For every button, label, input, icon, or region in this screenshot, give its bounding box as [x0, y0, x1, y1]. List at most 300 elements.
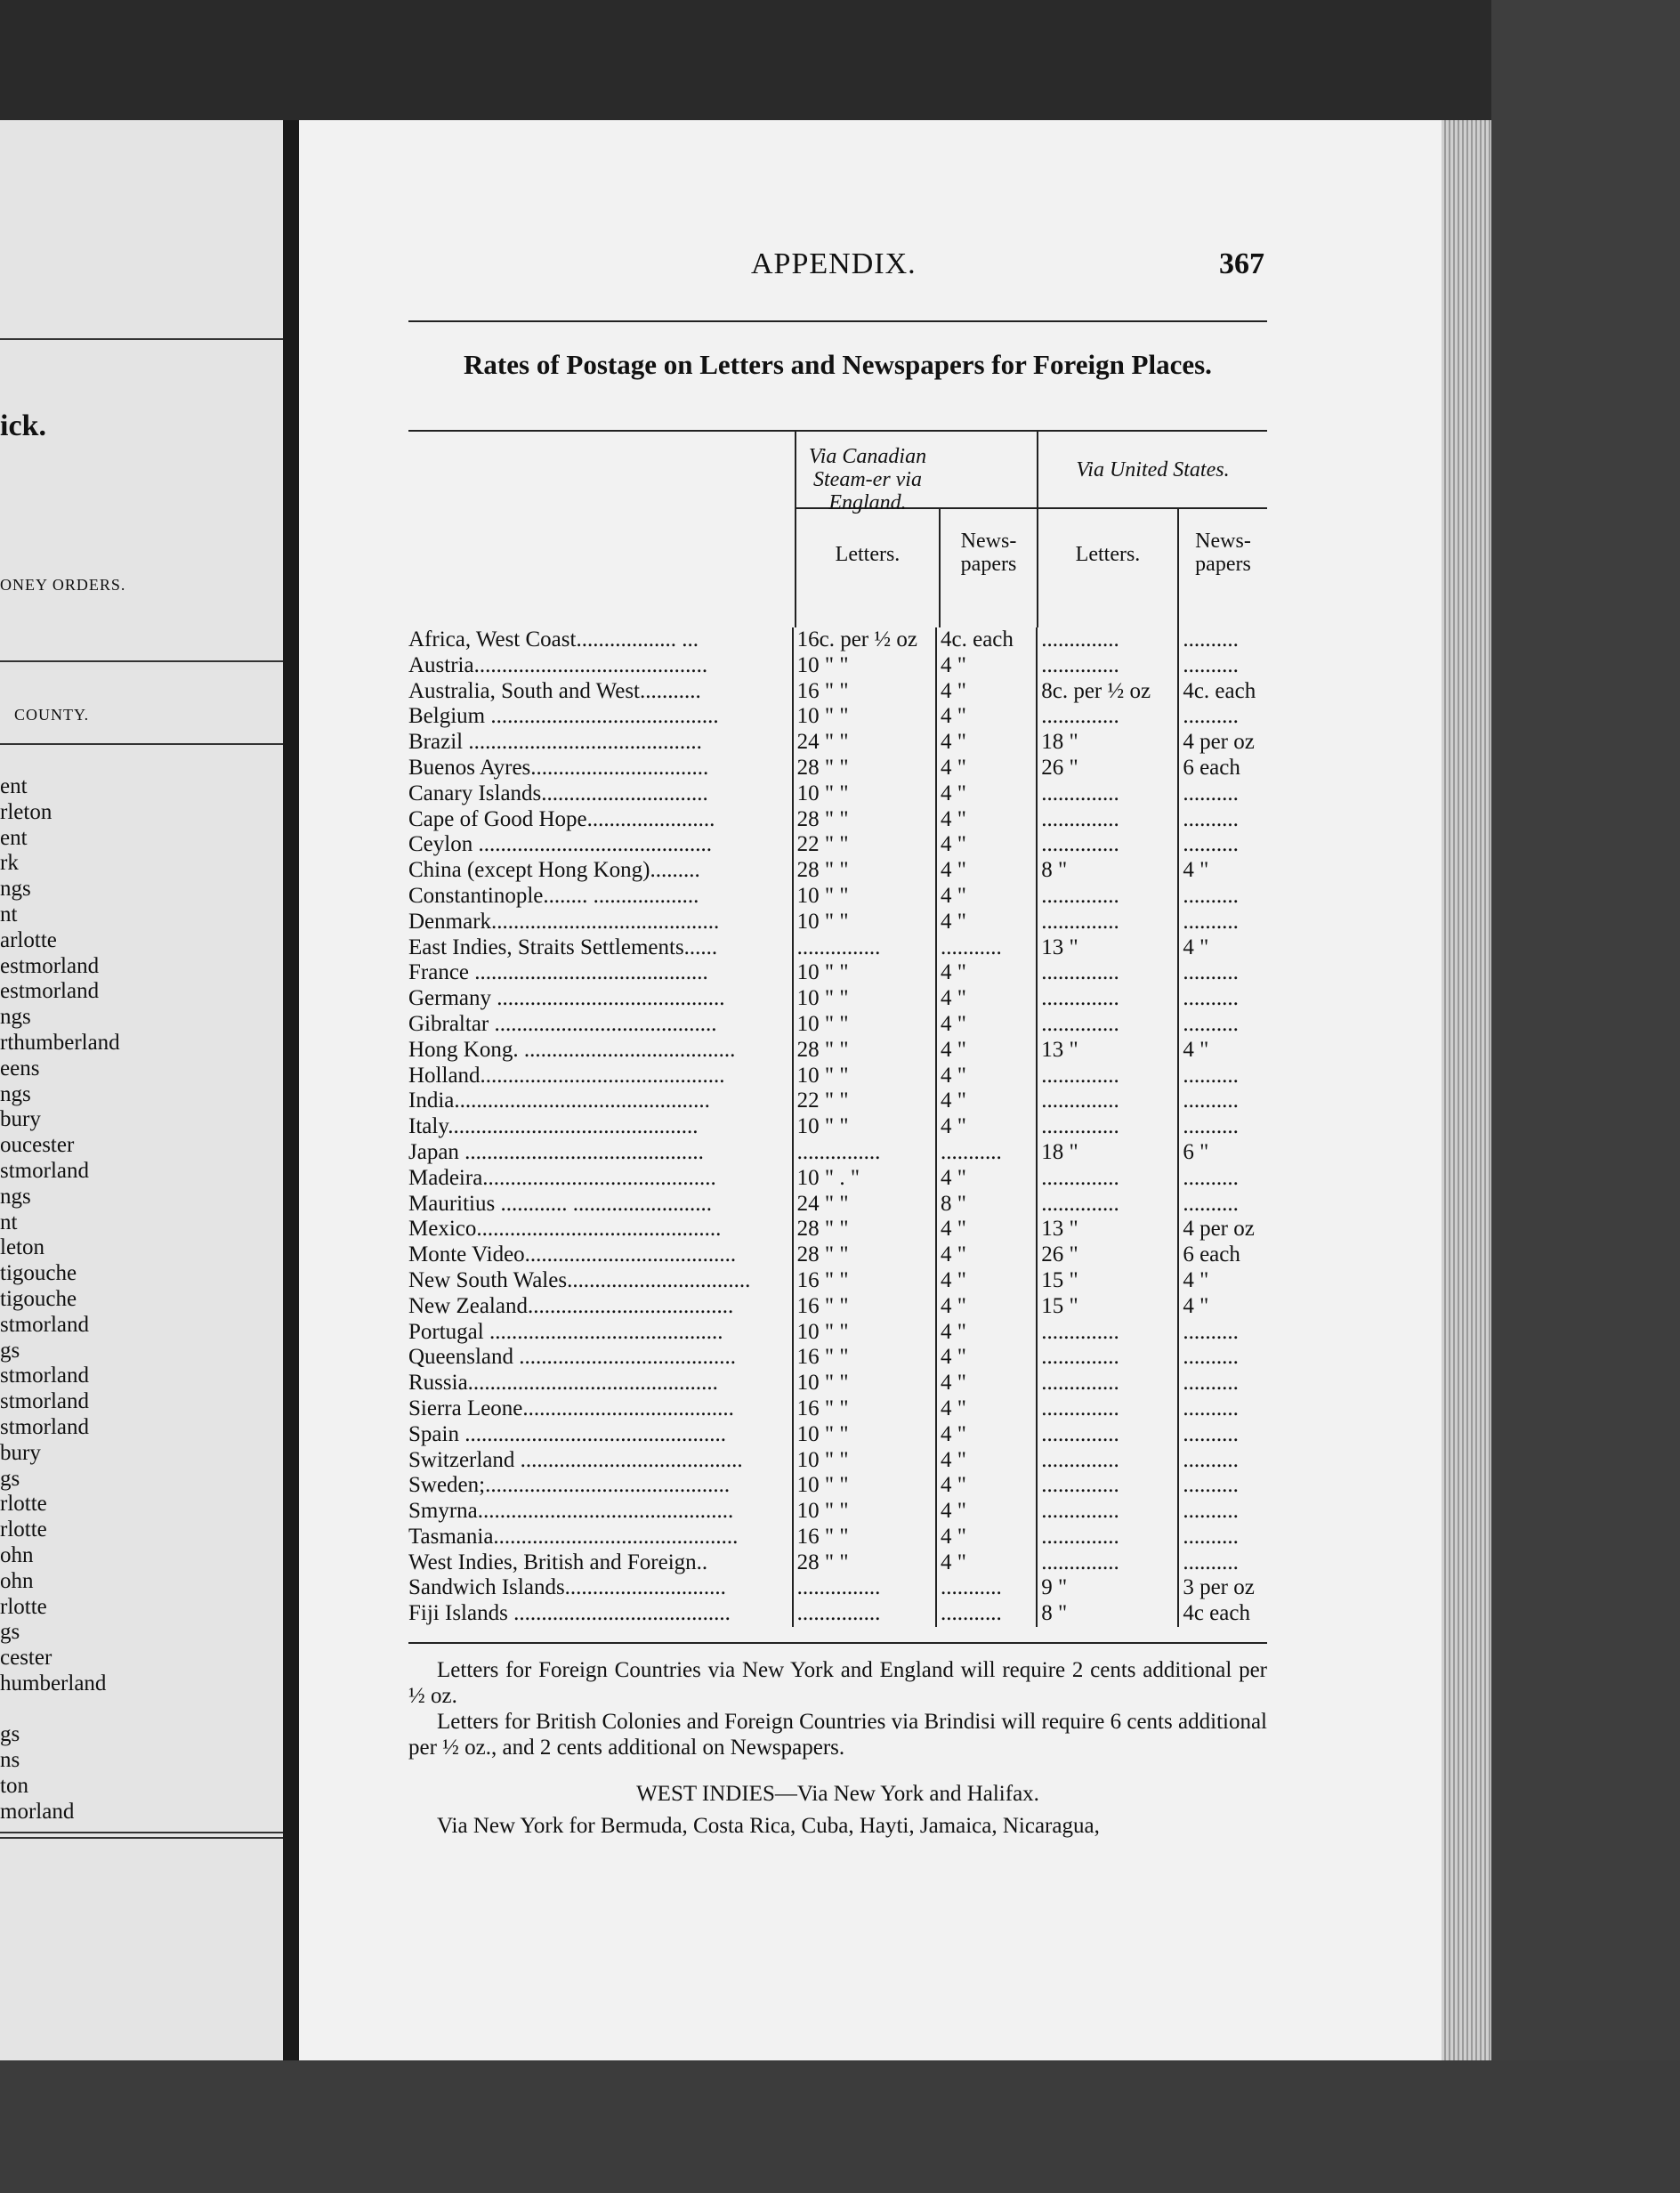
- place-name: Denmark.........................................: [408, 909, 720, 934]
- us-letters-rate: 18 ": [1037, 1140, 1178, 1166]
- canadian-newspapers-rate: 4 ": [936, 1064, 1037, 1089]
- left-rule: [0, 743, 283, 745]
- canadian-letters-rate: 10 " ": [793, 884, 936, 910]
- canadian-letters-rate: 22 " ": [793, 832, 936, 858]
- canadian-newspapers-rate: 4 ": [936, 1012, 1037, 1038]
- note-brindisi: Letters for British Colonies and Foreign Countries via Brindisi will require 6 cents additional per ½ oz., and 2 cents additional on Newspapers.: [408, 1710, 1267, 1760]
- table-row: [408, 1525, 1267, 1550]
- place-name: Monte Video......................................: [408, 1242, 737, 1267]
- us-newspapers-rate: 3 per oz: [1178, 1575, 1267, 1601]
- postage-rates-table: [408, 627, 1267, 1627]
- place-name: Japan ...........................................: [408, 1139, 704, 1164]
- notes: [408, 1657, 1267, 1760]
- canadian-letters-rate: 10 " ": [793, 986, 936, 1012]
- table-title: Rates of Postage on Letters and Newspapers for Foreign Places.: [464, 349, 1212, 380]
- canadian-newspapers-rate: 4 ": [936, 1166, 1037, 1192]
- county-line: nt: [0, 1210, 18, 1234]
- county-line: ngs: [0, 1184, 31, 1209]
- place-name: Buenos Ayres................................: [408, 755, 709, 780]
- us-letters-rate: ..............: [1037, 1012, 1178, 1038]
- canadian-letters-rate: 16 " ": [793, 1345, 936, 1371]
- canadian-letters-rate: 28 " ": [793, 1038, 936, 1064]
- us-newspapers-rate: ..........: [1178, 1550, 1267, 1576]
- place-name: Russia.............................................: [408, 1371, 718, 1396]
- place-name: Smyrna..............................................: [408, 1499, 734, 1524]
- county-line: tigouche: [0, 1261, 77, 1286]
- us-newspapers-rate: ..........: [1178, 884, 1267, 910]
- table-row: [408, 679, 1267, 705]
- us-newspapers-rate: ..........: [1178, 1473, 1267, 1499]
- us-letters-rate: ..............: [1037, 1166, 1178, 1192]
- us-letters-rate: ..............: [1037, 1499, 1178, 1525]
- canadian-letters-rate: 28 " ": [793, 1550, 936, 1576]
- us-newspapers-rate: ..........: [1178, 1012, 1267, 1038]
- canadian-newspapers-rate: 4 ": [936, 807, 1037, 833]
- us-letters-rate: ..............: [1037, 1192, 1178, 1218]
- scan-background-bottom: [0, 2060, 1680, 2193]
- west-indies-line: Via New York for Bermuda, Costa Rica, Cuba, Hayti, Jamaica, Nicaragua,: [437, 1814, 1100, 1838]
- canadian-letters-rate: ...............: [793, 1140, 936, 1166]
- us-letters-rate: ..............: [1037, 807, 1178, 833]
- county-line: gs: [0, 1466, 20, 1491]
- county-line: rlotte: [0, 1492, 47, 1517]
- county-line: rthumberland: [0, 1030, 120, 1055]
- county-line: stmorland: [0, 1312, 89, 1337]
- us-newspapers-rate: ..........: [1178, 1371, 1267, 1396]
- us-newspapers-rate: 4 ": [1178, 935, 1267, 961]
- us-newspapers-rate: ..........: [1178, 1320, 1267, 1346]
- county-line: estmorland: [0, 953, 100, 978]
- scan-background-top: [0, 0, 1680, 120]
- table-row: [408, 1371, 1267, 1396]
- canadian-newspapers-rate: 4 ": [936, 1294, 1037, 1320]
- table-row: [408, 1192, 1267, 1218]
- county-line: rlotte: [0, 1517, 47, 1542]
- us-letters-rate: ..............: [1037, 910, 1178, 935]
- canadian-letters-rate: 10 " ": [793, 1371, 936, 1396]
- county-line: gs: [0, 1722, 20, 1747]
- west-indies-heading: WEST INDIES—Via New York and Halifax.: [636, 1782, 1039, 1806]
- us-newspapers-rate: ..........: [1178, 960, 1267, 986]
- us-letters-rate: ..............: [1037, 704, 1178, 730]
- county-line: stmorland: [0, 1389, 89, 1414]
- us-letters-rate: 26 ": [1037, 1242, 1178, 1268]
- place-name: Holland............................................: [408, 1063, 725, 1088]
- canadian-newspapers-rate: 4 ": [936, 910, 1037, 935]
- us-letters-rate: ..............: [1037, 1088, 1178, 1114]
- place-name: Australia, South and West...........: [408, 678, 701, 703]
- us-letters-rate: 18 ": [1037, 730, 1178, 756]
- us-newspapers-rate: ..........: [1178, 653, 1267, 679]
- us-newspapers-rate: 4 ": [1178, 1268, 1267, 1294]
- canadian-letters-rate: 16 " ": [793, 679, 936, 705]
- canadian-newspapers-rate: ...........: [936, 1140, 1037, 1166]
- county-line: ent: [0, 774, 28, 798]
- canadian-letters-rate: 10 " ": [793, 781, 936, 807]
- canadian-letters-rate: 24 " ": [793, 1192, 936, 1218]
- left-county-header: COUNTY.: [14, 706, 90, 724]
- page-number: 367: [1219, 247, 1264, 280]
- table-row: [408, 1114, 1267, 1140]
- us-newspapers-rate: ..........: [1178, 1114, 1267, 1140]
- us-letters-rate: 9 ": [1037, 1575, 1178, 1601]
- us-letters-rate: ..............: [1037, 781, 1178, 807]
- us-letters-rate: 26 ": [1037, 756, 1178, 781]
- canadian-letters-rate: 22 " ": [793, 1088, 936, 1114]
- place-name: Constantinople........ ...................: [408, 883, 699, 908]
- place-name: Germany .........................................: [408, 986, 725, 1011]
- page-edges: [1442, 120, 1491, 2060]
- county-line: rk: [0, 851, 19, 876]
- header-rule: [408, 320, 1267, 322]
- table-row: [408, 935, 1267, 961]
- us-letters-rate: ..............: [1037, 986, 1178, 1012]
- place-name: Belgium .........................................: [408, 704, 719, 729]
- col-header-newspapers-canadian: News-papers: [960, 530, 1017, 576]
- canadian-letters-rate: 24 " ": [793, 730, 936, 756]
- county-line: estmorland: [0, 979, 100, 1004]
- table-row: [408, 1396, 1267, 1422]
- table-row: [408, 1038, 1267, 1064]
- place-name: Fiji Islands .......................................: [408, 1601, 731, 1626]
- canadian-newspapers-rate: 4 ": [936, 704, 1037, 730]
- canadian-newspapers-rate: 4 ": [936, 756, 1037, 781]
- county-line: tigouche: [0, 1286, 77, 1311]
- county-line: morland: [0, 1799, 75, 1824]
- place-name: Hong Kong. ......................................: [408, 1037, 736, 1062]
- canadian-newspapers-rate: 4c. each: [936, 627, 1037, 653]
- canadian-letters-rate: 10 " . ": [793, 1166, 936, 1192]
- us-newspapers-rate: 4 per oz: [1178, 730, 1267, 756]
- table-row: [408, 1448, 1267, 1474]
- county-line: ngs: [0, 877, 31, 902]
- canadian-newspapers-rate: 4 ": [936, 1473, 1037, 1499]
- us-letters-rate: ..............: [1037, 832, 1178, 858]
- place-name: West Indies, British and Foreign..: [408, 1550, 708, 1574]
- canadian-newspapers-rate: 4 ": [936, 1550, 1037, 1576]
- col-header-letters-canadian: Letters.: [835, 543, 901, 566]
- canadian-letters-rate: ...............: [793, 935, 936, 961]
- left-page: [0, 120, 285, 2060]
- county-line: ton: [0, 1774, 28, 1799]
- canadian-newspapers-rate: 4 ": [936, 679, 1037, 705]
- canadian-letters-rate: 10 " ": [793, 1499, 936, 1525]
- canadian-letters-rate: 10 " ": [793, 1320, 936, 1346]
- scan-background-right: [1491, 0, 1680, 2193]
- col-header-letters-us: Letters.: [1075, 543, 1141, 566]
- county-line: ent: [0, 825, 28, 850]
- place-name: Sierra Leone......................................: [408, 1396, 734, 1420]
- running-head: APPENDIX.: [751, 247, 917, 280]
- county-line: eens: [0, 1056, 40, 1080]
- us-newspapers-rate: ..........: [1178, 1448, 1267, 1474]
- table-row: [408, 1217, 1267, 1242]
- canadian-newspapers-rate: 4 ": [936, 1114, 1037, 1140]
- us-newspapers-rate: ..........: [1178, 704, 1267, 730]
- canadian-newspapers-rate: 8 ": [936, 1192, 1037, 1218]
- place-name: Italy.............................................: [408, 1114, 699, 1139]
- county-line: ngs: [0, 1081, 31, 1106]
- us-newspapers-rate: ..........: [1178, 1088, 1267, 1114]
- us-letters-rate: ..............: [1037, 960, 1178, 986]
- table-row: [408, 986, 1267, 1012]
- county-line: bury: [0, 1107, 41, 1132]
- us-letters-rate: ..............: [1037, 1525, 1178, 1550]
- us-letters-rate: 8 ": [1037, 858, 1178, 884]
- us-letters-rate: 15 ": [1037, 1294, 1178, 1320]
- canadian-newspapers-rate: 4 ": [936, 1345, 1037, 1371]
- us-letters-rate: ..............: [1037, 1064, 1178, 1089]
- table-row: [408, 1499, 1267, 1525]
- county-line: gs: [0, 1338, 20, 1363]
- canadian-newspapers-rate: 4 ": [936, 653, 1037, 679]
- us-newspapers-rate: ..........: [1178, 1064, 1267, 1089]
- place-name: Mexico............................................: [408, 1217, 722, 1242]
- group-canadian-header: Via Canadian Steam-er via England.: [808, 445, 927, 514]
- us-newspapers-rate: 4 ": [1178, 1038, 1267, 1064]
- col-header-newspapers-us: News-papers: [1195, 530, 1251, 576]
- county-line: bury: [0, 1440, 41, 1465]
- county-line: stmorland: [0, 1414, 89, 1439]
- canadian-letters-rate: 10 " ": [793, 704, 936, 730]
- us-letters-rate: 15 ": [1037, 1268, 1178, 1294]
- table-row: [408, 756, 1267, 781]
- canadian-letters-rate: 28 " ": [793, 1217, 936, 1242]
- county-line: leton: [0, 1235, 44, 1260]
- canadian-letters-rate: ...............: [793, 1601, 936, 1627]
- us-newspapers-rate: ..........: [1178, 910, 1267, 935]
- place-name: India..............................................: [408, 1088, 710, 1113]
- us-newspapers-rate: 4c each: [1178, 1601, 1267, 1627]
- us-letters-rate: ..............: [1037, 1473, 1178, 1499]
- us-letters-rate: ..............: [1037, 1422, 1178, 1448]
- canadian-newspapers-rate: ...........: [936, 935, 1037, 961]
- table-row: [408, 1064, 1267, 1089]
- canadian-letters-rate: 10 " ": [793, 1064, 936, 1089]
- place-name: Madeira..........................................: [408, 1165, 716, 1190]
- place-name: Gibraltar ........................................: [408, 1011, 717, 1036]
- us-newspapers-rate: ..........: [1178, 781, 1267, 807]
- us-newspapers-rate: 4 ": [1178, 858, 1267, 884]
- county-line: stmorland: [0, 1364, 89, 1388]
- us-newspapers-rate: 4c. each: [1178, 679, 1267, 705]
- us-letters-rate: 8 ": [1037, 1601, 1178, 1627]
- table-row: [408, 1166, 1267, 1192]
- place-name: Cape of Good Hope.......................: [408, 806, 715, 831]
- county-line: nt: [0, 902, 18, 927]
- us-newspapers-rate: ..........: [1178, 1166, 1267, 1192]
- canadian-newspapers-rate: 4 ": [936, 781, 1037, 807]
- canadian-letters-rate: 10 " ": [793, 1422, 936, 1448]
- table-row: [408, 781, 1267, 807]
- us-letters-rate: ..............: [1037, 627, 1178, 653]
- left-rule: [0, 338, 283, 340]
- us-letters-rate: ..............: [1037, 1550, 1178, 1576]
- canadian-letters-rate: 10 " ": [793, 1448, 936, 1474]
- canadian-letters-rate: 16 " ": [793, 1525, 936, 1550]
- place-name: Sweden;............................................: [408, 1473, 731, 1498]
- left-rule: [0, 1837, 283, 1839]
- canadian-newspapers-rate: 4 ": [936, 1038, 1037, 1064]
- group-us-header: Via United States.: [1076, 458, 1230, 481]
- us-letters-rate: ..............: [1037, 1371, 1178, 1396]
- us-newspapers-rate: ..........: [1178, 1192, 1267, 1218]
- us-newspapers-rate: ..........: [1178, 1396, 1267, 1422]
- place-name: East Indies, Straits Settlements......: [408, 935, 718, 959]
- place-name: New South Wales.................................: [408, 1267, 751, 1292]
- county-line: oucester: [0, 1133, 75, 1158]
- place-name: China (except Hong Kong).........: [408, 858, 700, 883]
- table-row: [408, 1268, 1267, 1294]
- place-name: Tasmania............................................: [408, 1524, 739, 1549]
- table-row: [408, 1242, 1267, 1268]
- table-row: [408, 807, 1267, 833]
- canadian-letters-rate: 10 " ": [793, 1114, 936, 1140]
- county-line: arlotte: [0, 927, 57, 952]
- table-row: [408, 1601, 1267, 1627]
- table-row: [408, 1473, 1267, 1499]
- table-row: [408, 1320, 1267, 1346]
- place-name: France ..........................................: [408, 960, 708, 985]
- place-name: Austria..........................................: [408, 652, 708, 677]
- us-newspapers-rate: 6 ": [1178, 1140, 1267, 1166]
- canadian-letters-rate: 10 " ": [793, 653, 936, 679]
- canadian-newspapers-rate: 4 ": [936, 1396, 1037, 1422]
- us-letters-rate: ..............: [1037, 1345, 1178, 1371]
- canadian-letters-rate: 10 " ": [793, 1012, 936, 1038]
- us-letters-rate: ..............: [1037, 1114, 1178, 1140]
- place-name: Mauritius ............ .........................: [408, 1191, 712, 1216]
- canadian-letters-rate: 10 " ": [793, 960, 936, 986]
- us-newspapers-rate: 4 ": [1178, 1294, 1267, 1320]
- us-letters-rate: 8c. per ½ oz: [1037, 679, 1178, 705]
- place-name: Queensland .......................................: [408, 1345, 737, 1370]
- us-newspapers-rate: ..........: [1178, 986, 1267, 1012]
- table-row: [408, 1422, 1267, 1448]
- canadian-newspapers-rate: 4 ": [936, 1217, 1037, 1242]
- left-rule: [0, 1832, 283, 1833]
- us-newspapers-rate: ..........: [1178, 807, 1267, 833]
- place-name: Brazil ..........................................: [408, 730, 702, 755]
- canadian-letters-rate: 16 " ": [793, 1294, 936, 1320]
- canadian-letters-rate: 16c. per ½ oz: [793, 627, 936, 653]
- canadian-newspapers-rate: 4 ": [936, 1371, 1037, 1396]
- canadian-newspapers-rate: 4 ": [936, 1320, 1037, 1346]
- table-row: [408, 1140, 1267, 1166]
- table-row: [408, 1012, 1267, 1038]
- us-letters-rate: ..............: [1037, 1396, 1178, 1422]
- us-newspapers-rate: 6 each: [1178, 756, 1267, 781]
- county-line: cester: [0, 1646, 52, 1671]
- us-newspapers-rate: ..........: [1178, 832, 1267, 858]
- place-name: Portugal ..........................................: [408, 1319, 723, 1344]
- county-line: ngs: [0, 1005, 31, 1030]
- table-row: [408, 960, 1267, 986]
- table-row: [408, 910, 1267, 935]
- canadian-newspapers-rate: 4 ": [936, 1088, 1037, 1114]
- canadian-letters-rate: 28 " ": [793, 807, 936, 833]
- table-row: [408, 1345, 1267, 1371]
- canadian-newspapers-rate: 4 ": [936, 1268, 1037, 1294]
- us-newspapers-rate: ..........: [1178, 1422, 1267, 1448]
- canadian-letters-rate: 28 " ": [793, 756, 936, 781]
- canadian-newspapers-rate: 4 ": [936, 1499, 1037, 1525]
- canadian-letters-rate: 28 " ": [793, 1242, 936, 1268]
- county-line: ohn: [0, 1568, 34, 1593]
- table-row: [408, 832, 1267, 858]
- us-newspapers-rate: 4 per oz: [1178, 1217, 1267, 1242]
- us-newspapers-rate: ..........: [1178, 1345, 1267, 1371]
- left-money-orders: ONEY ORDERS.: [0, 576, 126, 594]
- us-letters-rate: 13 ": [1037, 1217, 1178, 1242]
- table-row: [408, 1550, 1267, 1576]
- canadian-newspapers-rate: 4 ": [936, 1422, 1037, 1448]
- canadian-letters-rate: 16 " ": [793, 1268, 936, 1294]
- note-new-york-england: Letters for Foreign Countries via New York and England will require 2 cents additional per ½ oz.: [408, 1658, 1267, 1708]
- place-name: Canary Islands..............................: [408, 781, 708, 805]
- canadian-newspapers-rate: 4 ": [936, 960, 1037, 986]
- place-name: New Zealand.....................................: [408, 1293, 734, 1318]
- canadian-letters-rate: ...............: [793, 1575, 936, 1601]
- table-row: [408, 1088, 1267, 1114]
- left-bold-fragment: ick.: [0, 409, 46, 442]
- table-row: [408, 858, 1267, 884]
- book-gutter: [283, 120, 299, 2060]
- canadian-newspapers-rate: 4 ": [936, 1525, 1037, 1550]
- county-line: ns: [0, 1748, 20, 1773]
- us-newspapers-rate: ..........: [1178, 627, 1267, 653]
- left-rule: [0, 660, 283, 662]
- us-letters-rate: ..............: [1037, 653, 1178, 679]
- table-row: [408, 653, 1267, 679]
- county-line: stmorland: [0, 1158, 89, 1183]
- place-name: Ceylon ..........................................: [408, 832, 712, 857]
- place-name: Sandwich Islands.............................: [408, 1575, 726, 1600]
- county-line: gs: [0, 1620, 20, 1645]
- table-bottom-rule: [408, 1642, 1267, 1644]
- left-county-list: [0, 774, 120, 1825]
- canadian-letters-rate: 28 " ": [793, 858, 936, 884]
- county-line: [0, 1697, 120, 1723]
- place-name: Africa, West Coast.................. ...: [408, 627, 699, 651]
- canadian-newspapers-rate: 4 ": [936, 1242, 1037, 1268]
- canadian-letters-rate: 16 " ": [793, 1396, 936, 1422]
- us-letters-rate: ..............: [1037, 1448, 1178, 1474]
- table-row: [408, 1575, 1267, 1601]
- us-letters-rate: 13 ": [1037, 1038, 1178, 1064]
- table-row: [408, 730, 1267, 756]
- county-line: rlotte: [0, 1594, 47, 1619]
- us-letters-rate: 13 ": [1037, 935, 1178, 961]
- us-newspapers-rate: ..........: [1178, 1525, 1267, 1550]
- table-row: [408, 704, 1267, 730]
- title-rule: [408, 430, 1267, 432]
- us-letters-rate: ..............: [1037, 1320, 1178, 1346]
- table-row: [408, 627, 1267, 653]
- canadian-newspapers-rate: ...........: [936, 1601, 1037, 1627]
- us-newspapers-rate: 6 each: [1178, 1242, 1267, 1268]
- canadian-letters-rate: 10 " ": [793, 910, 936, 935]
- county-line: humberland: [0, 1671, 107, 1695]
- us-newspapers-rate: ..........: [1178, 1499, 1267, 1525]
- county-line: ohn: [0, 1542, 34, 1567]
- canadian-newspapers-rate: 4 ": [936, 986, 1037, 1012]
- canadian-newspapers-rate: 4 ": [936, 730, 1037, 756]
- place-name: Switzerland ........................................: [408, 1447, 743, 1472]
- canadian-newspapers-rate: 4 ": [936, 858, 1037, 884]
- canadian-newspapers-rate: ...........: [936, 1575, 1037, 1601]
- table-row: [408, 884, 1267, 910]
